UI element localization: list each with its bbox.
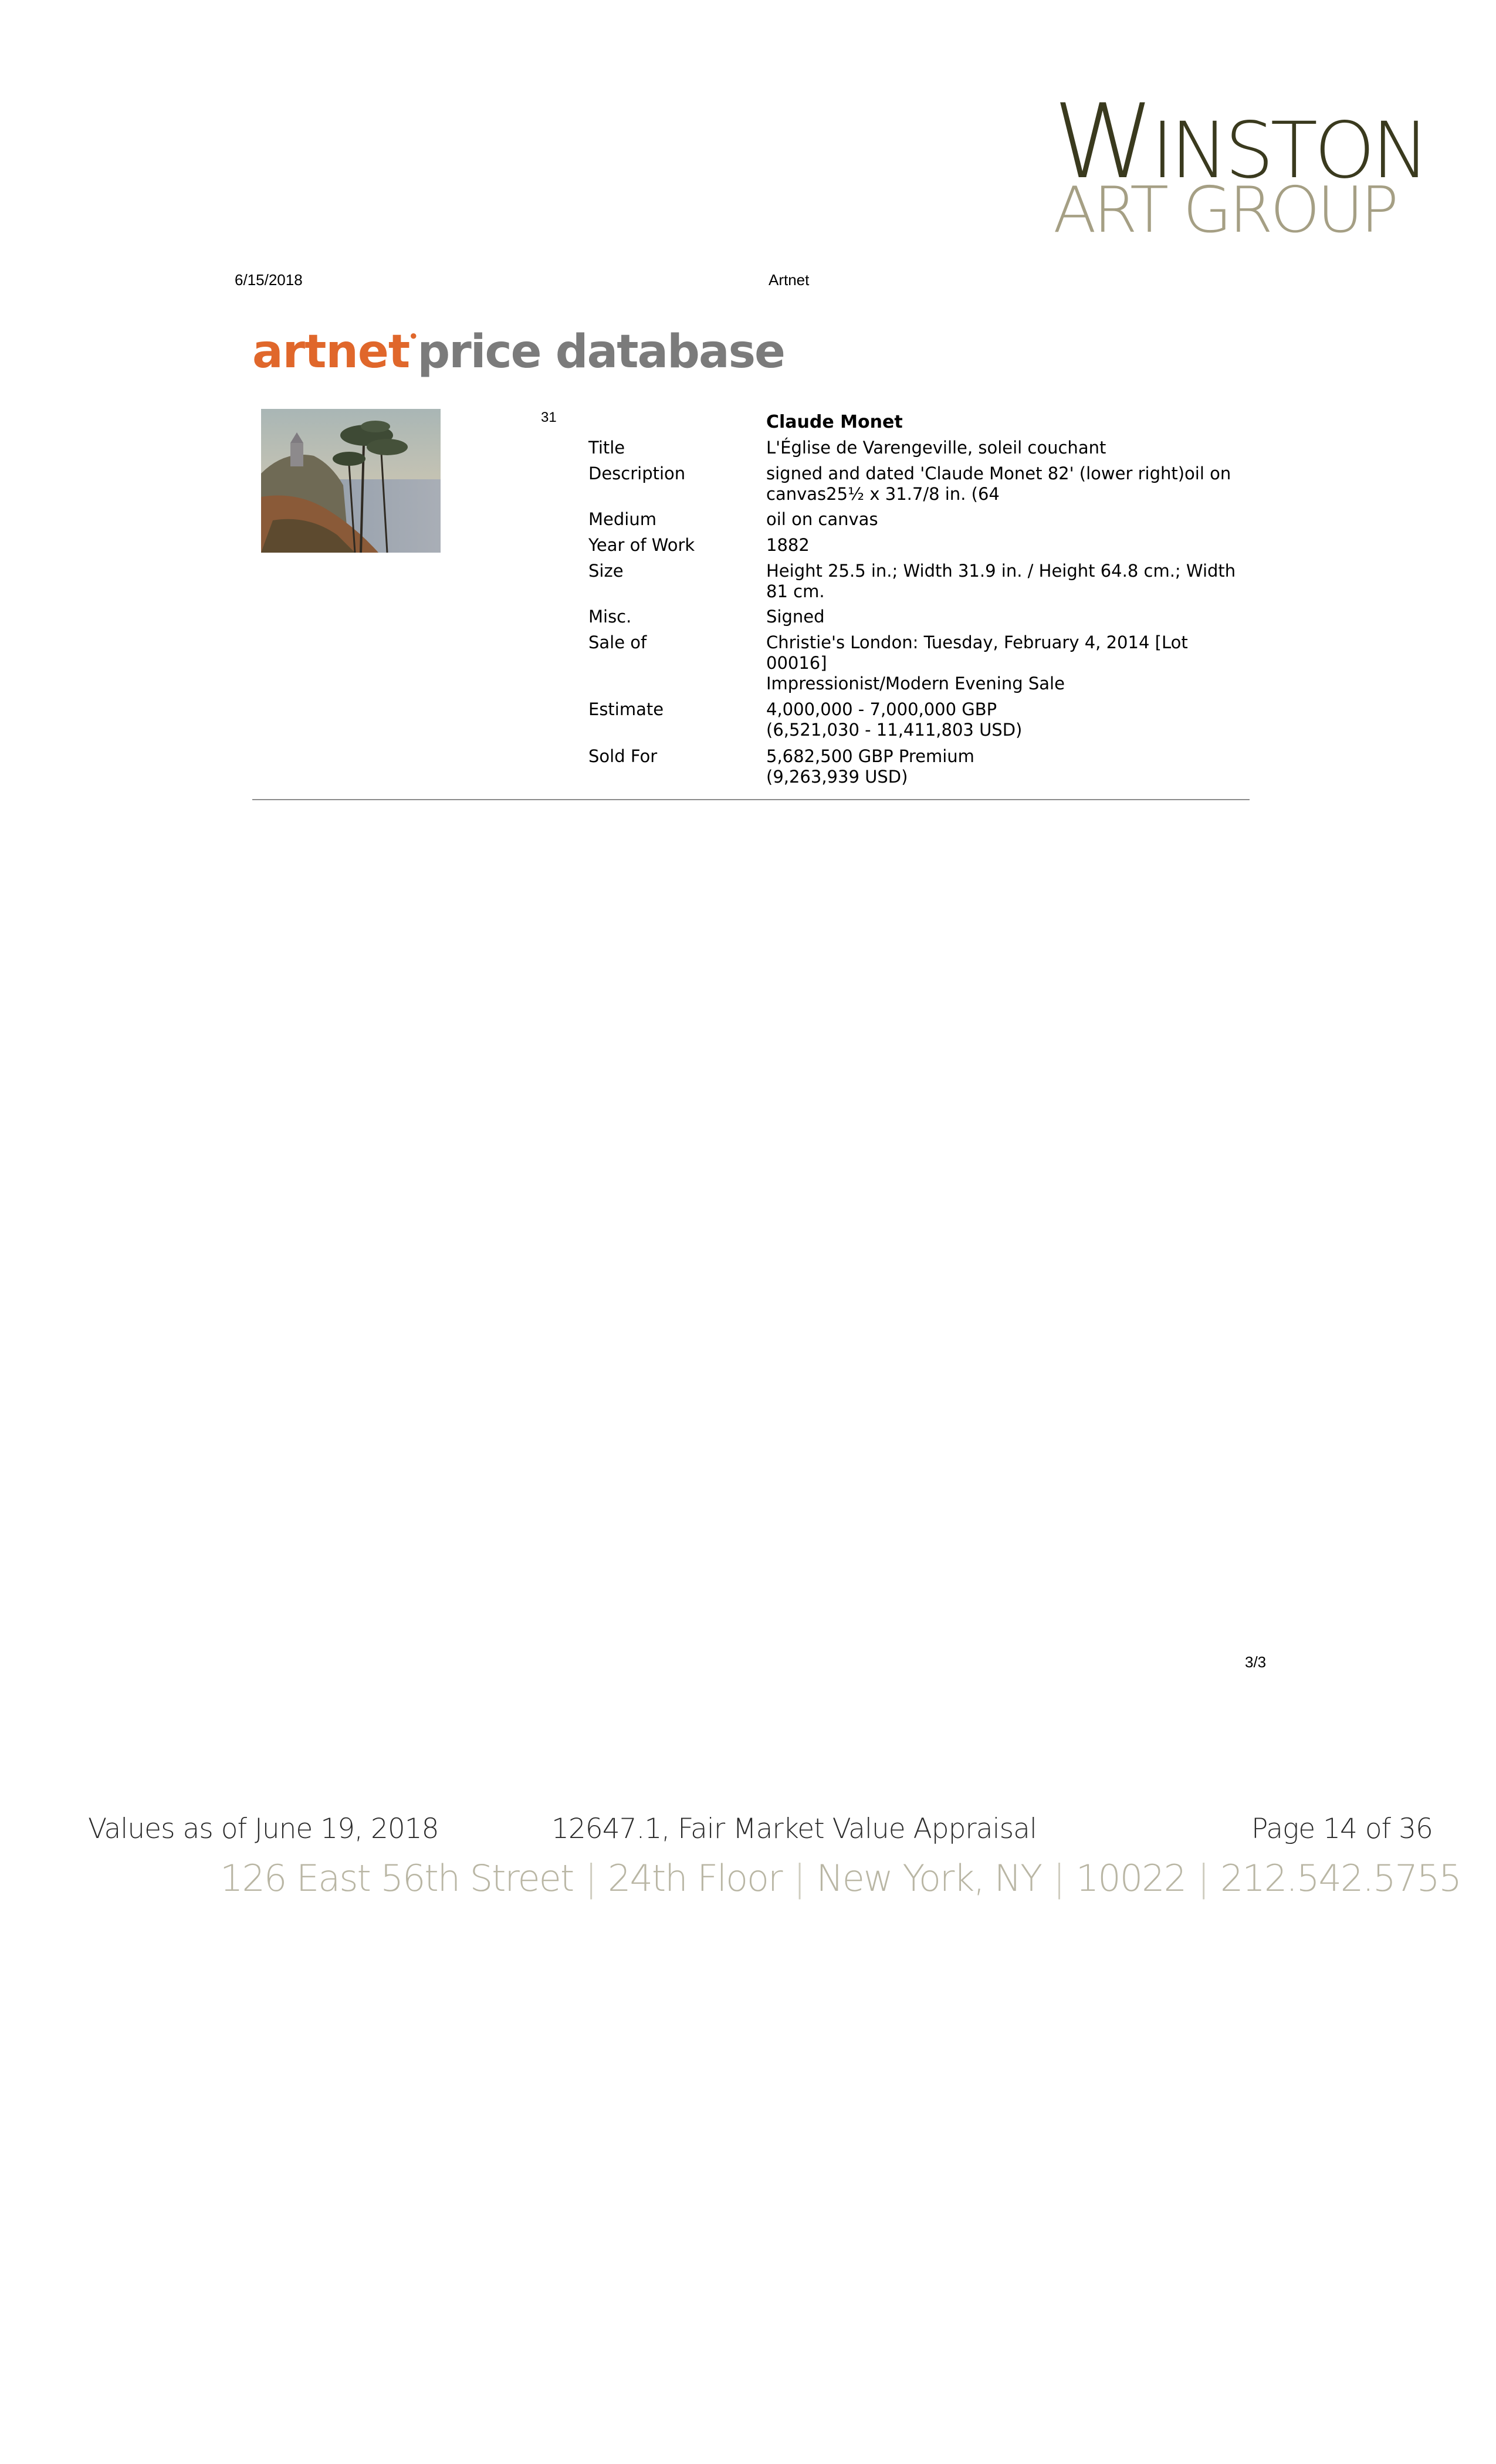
label-title: Title [588,438,625,458]
value-estimate: 4,000,000 - 7,000,000 GBP (6,521,030 - 11,411,803 USD) [766,699,1023,740]
painting-image [261,409,441,553]
price-database-label: price database [417,326,784,378]
footer-report-title: 12647.1, Fair Market Value Appraisal [551,1813,1037,1845]
artnet-price-database-logo: artnet●price database [252,326,784,378]
winston-logo-bottom: ART GROUP [1053,174,1396,247]
print-source: Artnet [769,271,810,289]
footer-values-date: Values as of June 19, 2018 [88,1813,439,1845]
label-misc: Misc. [588,607,632,627]
label-size: Size [588,561,624,581]
footer-page-number: Page 14 of 36 [1251,1813,1433,1845]
print-page-count: 3/3 [1245,1653,1267,1671]
artwork-thumbnail [261,409,441,553]
label-description: Description [588,463,686,483]
label-sale-of: Sale of [588,632,647,652]
label-medium: Medium [588,509,656,529]
value-misc: Signed [766,607,825,627]
artist-name: Claude Monet [766,412,903,432]
label-estimate: Estimate [588,699,664,719]
value-title: L'Église de Varengeville, soleil couchant [766,438,1106,458]
value-medium: oil on canvas [766,509,878,529]
footer-address: 126 East 56th Street | 24th Floor | New York, NY | 10022 | 212.542.5755 [220,1857,1461,1900]
print-date: 6/15/2018 [235,271,303,289]
record-divider [252,799,1250,800]
lot-number: 31 [541,409,557,425]
artnet-brand: artnet [252,326,410,378]
value-size: Height 25.5 in.; Width 31.9 in. / Height 64.8 cm.; Width 81 cm. [766,561,1236,601]
winston-logo-top: WINSTON [1053,83,1426,202]
label-year-of-work: Year of Work [588,535,695,555]
value-sale-of: Christie's London: Tuesday, February 4, 2014 [Lot 00016] Impressionist/Modern Evening Sale [766,632,1188,693]
value-description: signed and dated 'Claude Monet 82' (lower right)oil on canvas25½ x 31.7/8 in. (64 [766,463,1231,504]
label-sold-for: Sold For [588,746,658,766]
value-sold-for: 5,682,500 GBP Premium (9,263,939 USD) [766,746,974,787]
value-year-of-work: 1882 [766,535,810,555]
